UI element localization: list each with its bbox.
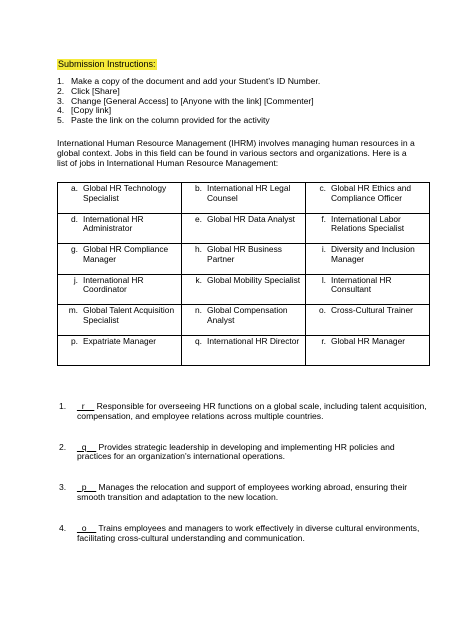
job-letter: f. xyxy=(321,213,326,224)
job-cell xyxy=(182,274,306,305)
job-cell xyxy=(306,213,430,244)
step-text: Click [Share] xyxy=(71,85,120,96)
job-letter: n. xyxy=(195,305,202,315)
task-text: Trains employees and managers to work effectively in diverse cultural environments, facilitating cross-cultural understanding and communication. xyxy=(77,522,420,543)
job-cell xyxy=(58,244,182,275)
intro-paragraph: International Human Resource Management (IHRM) involves managing human resources in a global context. Jobs in this field can be found in various sectors and organizations. Here is a list of jobs in International Human Resource Management: xyxy=(57,138,415,168)
job-title: Global HR Technology Specialist xyxy=(83,183,167,203)
job-cell xyxy=(182,213,306,244)
job-cell xyxy=(306,274,430,305)
job-letter: b. xyxy=(195,183,202,193)
job-title: Global Mobility Specialist xyxy=(207,274,301,285)
task-answer: _o__ xyxy=(77,522,97,533)
jobs-row xyxy=(58,305,430,336)
task-content xyxy=(77,402,429,422)
job-title: Diversity and Inclusion Manager xyxy=(331,244,415,264)
step-number: 2. xyxy=(57,85,65,96)
job-cell xyxy=(182,305,306,336)
job-title: International Labor Relations Specialist xyxy=(331,213,405,234)
step-number: 3. xyxy=(57,95,65,106)
step-text: Paste the link on the column provided for the activity xyxy=(71,115,270,126)
job-letter: p. xyxy=(71,335,78,346)
job-title: Expatriate Manager xyxy=(83,335,157,346)
job-title: International HR Administrator xyxy=(83,213,144,234)
job-title: Global Compensation Analyst xyxy=(207,305,288,325)
task-item xyxy=(57,402,429,422)
job-cell xyxy=(306,335,430,366)
task-content xyxy=(77,524,429,544)
job-letter: d. xyxy=(71,213,78,224)
job-cell xyxy=(58,213,182,244)
job-cell xyxy=(306,244,430,275)
job-letter: k. xyxy=(195,274,202,285)
step-number: 4. xyxy=(57,105,65,116)
job-cell xyxy=(182,244,306,275)
job-letter: j. xyxy=(73,274,78,285)
submission-steps-list xyxy=(57,77,320,126)
job-title: International HR Consultant xyxy=(331,274,392,295)
job-letter: o. xyxy=(319,305,326,315)
job-title: Global HR Business Partner xyxy=(207,244,282,264)
task-text: Provides strategic leadership in developing and implementing HR policies and practices for an organization's international operations. xyxy=(77,441,395,462)
task-answer: _r__ xyxy=(77,401,95,411)
job-title: Cross-Cultural Trainer xyxy=(331,305,413,315)
job-title: International HR Coordinator xyxy=(83,274,144,295)
task-number: 4. xyxy=(59,522,67,533)
step-item xyxy=(57,116,320,126)
task-answer: _q__ xyxy=(77,441,97,452)
job-title: Global HR Data Analyst xyxy=(207,213,295,224)
job-title: International HR Director xyxy=(207,335,300,346)
job-title: Global HR Manager xyxy=(331,335,406,346)
task-text: Manages the relocation and support of employees working abroad, ensuring their smooth transition and adaptation to the new location. xyxy=(77,482,408,502)
jobs-row xyxy=(58,335,430,366)
step-number: 5. xyxy=(57,115,65,126)
job-title: Global HR Compliance Manager xyxy=(83,244,169,264)
job-letter: g. xyxy=(71,244,78,254)
job-title: Global HR Ethics and Compliance Officer xyxy=(331,183,412,203)
job-title: International HR Legal Counsel xyxy=(207,183,291,203)
step-text: Make a copy of the document and add your Student’s ID Number. xyxy=(71,76,321,86)
job-cell xyxy=(306,183,430,214)
job-letter: m. xyxy=(68,305,78,315)
job-cell xyxy=(58,335,182,366)
task-content xyxy=(77,443,429,463)
step-number: 1. xyxy=(57,76,65,86)
job-letter: q. xyxy=(195,335,202,346)
task-content xyxy=(77,483,429,503)
job-cell xyxy=(58,274,182,305)
job-cell xyxy=(58,305,182,336)
task-item xyxy=(57,483,429,503)
job-letter: l. xyxy=(321,274,326,285)
step-text: Change [General Access] to [Anyone with the link] [Commenter] xyxy=(71,95,314,106)
matching-tasks-list xyxy=(57,402,429,564)
job-cell xyxy=(58,183,182,214)
task-answer: _p__ xyxy=(77,482,97,493)
jobs-row xyxy=(58,213,430,244)
job-letter: r. xyxy=(321,335,326,346)
jobs-row xyxy=(58,274,430,305)
task-number: 2. xyxy=(59,441,67,452)
task-number: 1. xyxy=(59,401,67,411)
job-letter: a. xyxy=(71,183,78,193)
task-item xyxy=(57,524,429,544)
job-letter: h. xyxy=(195,244,202,254)
task-text: Responsible for overseeing HR functions on a global scale, including talent acquisition, compensation, and employee relations across multiple countries. xyxy=(77,401,427,421)
job-title: Global Talent Acquisition Specialist xyxy=(83,305,175,325)
step-text: [Copy link] xyxy=(71,105,112,116)
job-cell xyxy=(182,335,306,366)
job-letter: i. xyxy=(321,244,326,254)
jobs-row xyxy=(58,244,430,275)
task-number: 3. xyxy=(59,482,67,493)
job-letter: c. xyxy=(319,183,326,193)
jobs-row xyxy=(58,183,430,214)
submission-heading: Submission Instructions: xyxy=(58,59,156,69)
job-letter: e. xyxy=(195,213,202,224)
jobs-table xyxy=(57,182,430,366)
task-item xyxy=(57,443,429,463)
job-cell xyxy=(182,183,306,214)
job-cell xyxy=(306,305,430,336)
